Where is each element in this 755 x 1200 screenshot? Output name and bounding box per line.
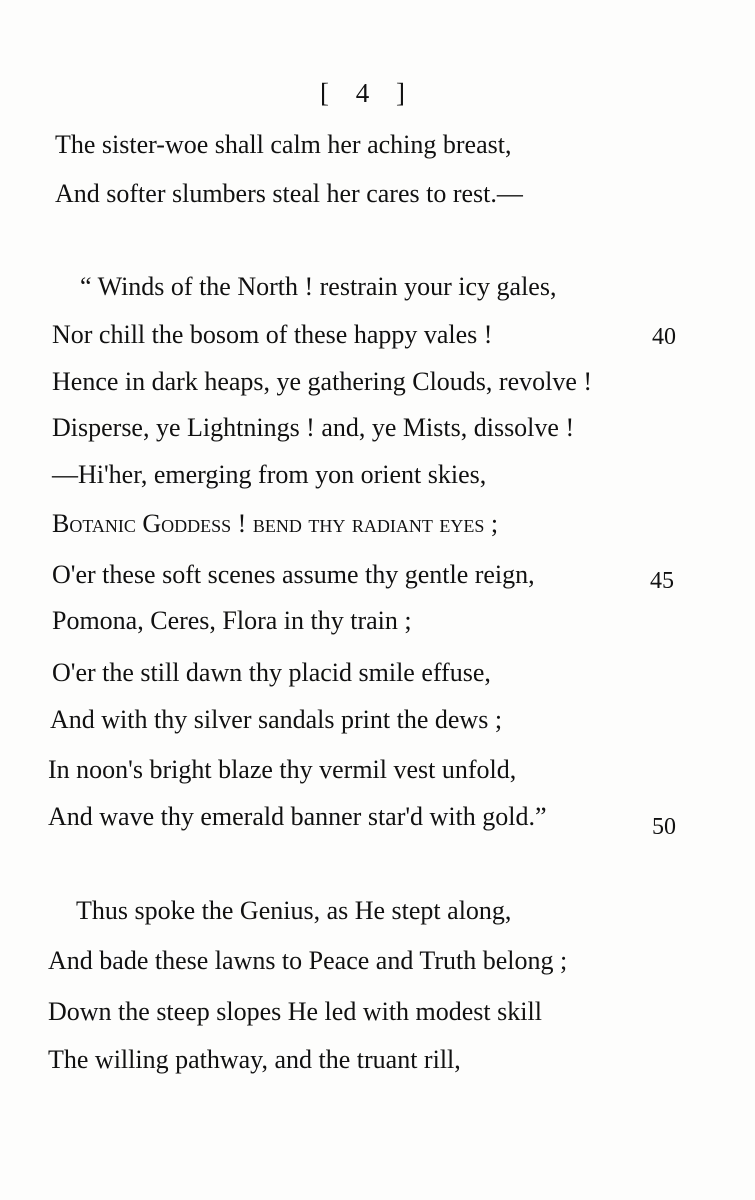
verse-line: And bade these lawns to Peace and Truth belong ;: [48, 946, 568, 975]
verse-line: Nor chill the bosom of these happy vales !: [52, 320, 493, 349]
line-number: 45: [650, 568, 674, 594]
verse-line: O'er the still dawn thy placid smile effuse,: [52, 658, 491, 687]
line-number: 40: [652, 324, 676, 350]
verse-line: Thus spoke the Genius, as He stept along,: [76, 896, 512, 925]
verse-line: And wave thy emerald banner star'd with gold.”: [48, 802, 547, 831]
verse-line: Pomona, Ceres, Flora in thy train ;: [52, 606, 412, 635]
verse-line: Down the steep slopes He led with modest skill: [48, 997, 542, 1026]
verse-line: Botanic Goddess ! bend thy radiant eyes ;: [52, 509, 499, 538]
verse-line: And softer slumbers steal her cares to rest.—: [55, 179, 523, 208]
verse-line: The sister-woe shall calm her aching breast,: [55, 130, 512, 159]
page-number-header: [ 4 ]: [320, 78, 415, 108]
verse-line: And with thy silver sandals print the dews ;: [50, 705, 503, 734]
line-number: 50: [652, 814, 676, 840]
verse-line: Hence in dark heaps, ye gathering Clouds, revolve !: [52, 367, 593, 396]
verse-line: “ Winds of the North ! restrain your icy gales,: [80, 272, 557, 301]
verse-line: The willing pathway, and the truant rill,: [48, 1045, 461, 1074]
verse-line: O'er these soft scenes assume thy gentle reign,: [52, 560, 535, 589]
verse-line: —Hi'her, emerging from yon orient skies,: [52, 460, 487, 489]
verse-line: Disperse, ye Lightnings ! and, ye Mists, dissolve !: [52, 413, 575, 442]
verse-line: In noon's bright blaze thy vermil vest unfold,: [48, 755, 517, 784]
